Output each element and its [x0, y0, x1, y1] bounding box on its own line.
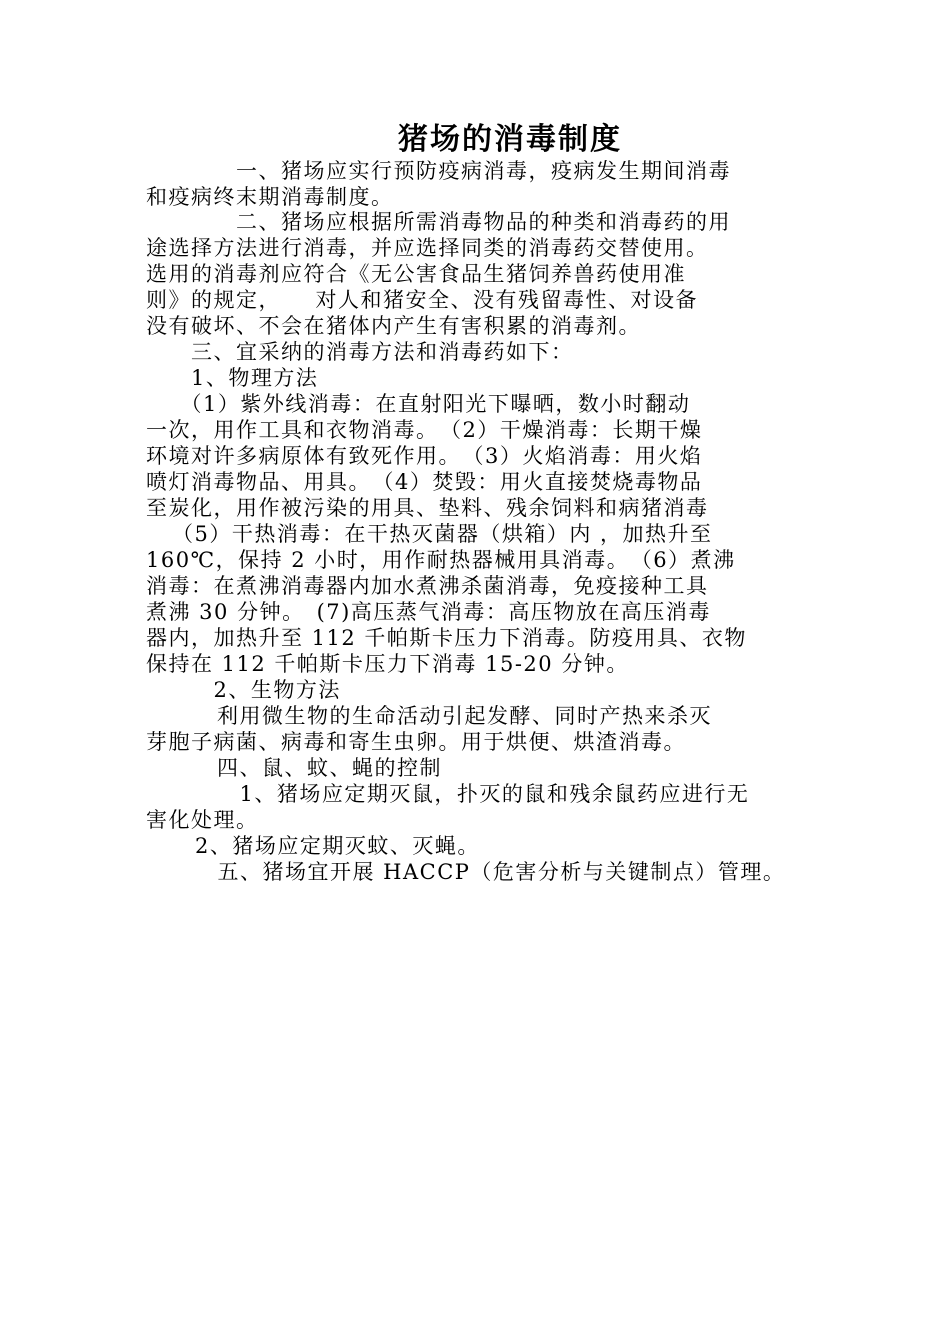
paragraph-line: 害化处理。	[146, 808, 259, 832]
paragraph-line: 器内，加热升至 112 千帕斯卡压力下消毒。防疫用具、衣物	[146, 626, 747, 650]
paragraph-line: 则》的规定， 对人和猪安全、没有残留毒性、对设备	[146, 288, 698, 312]
paragraph-line: 五、猪场宜开展 HACCP（危害分析与关键制点）管理。	[150, 860, 786, 884]
paragraph-line: 煮沸 30 分钟。 (7)高压蒸气消毒：高压物放在高压消毒	[146, 600, 711, 624]
paragraph-line: 至炭化，用作被污染的用具、垫料、残余饲料和病猪消毒	[146, 496, 709, 520]
paragraph-line: 喷灯消毒物品、用具。 （4）焚毁：用火直接焚烧毒物品	[146, 470, 703, 494]
paragraph-line: 途选择方法进行消毒，并应选择同类的消毒药交替使用。	[146, 236, 709, 260]
paragraph-line: 保持在 112 千帕斯卡压力下消毒 15-20 分钟。	[146, 652, 629, 676]
paragraph-line: 芽胞子病菌、病毒和寄生虫卵。用于烘便、烘渣消毒。	[146, 730, 686, 754]
paragraph-line: 没有破坏、不会在猪体内产生有害积累的消毒剂。	[146, 314, 641, 338]
paragraph-line: 三、宜采纳的消毒方法和消毒药如下：	[146, 340, 574, 364]
paragraph-line: （5）干热消毒：在干热灭菌器（烘箱）内 ，加热升至	[172, 522, 713, 546]
paragraph-line: 2、猪场应定期灭蚊、灭蝇。	[150, 834, 480, 858]
paragraph-line: 160℃，保持 2 小时，用作耐热器械用具消毒。 （6）煮沸	[146, 548, 736, 572]
paragraph-line: 四、鼠、蚊、蝇的控制	[172, 756, 442, 780]
paragraph-line: （1）紫外线消毒：在直射阳光下曝晒，数小时翻动	[146, 392, 691, 416]
paragraph-line: 1、猪场应定期灭鼠，扑灭的鼠和残余鼠药应进行无	[172, 782, 750, 806]
paragraph-line: 一次，用作工具和衣物消毒。 （2）干燥消毒：长期干燥	[146, 418, 703, 442]
paragraph-line: 消毒：在煮沸消毒器内加水煮沸杀菌消毒，免疫接种工具	[146, 574, 709, 598]
paragraph-line: 利用微生物的生命活动引起发酵、同时产热来杀灭	[172, 704, 712, 728]
paragraph-line: 1、物理方法	[146, 366, 319, 390]
paragraph-line: 2、生物方法	[146, 678, 341, 702]
paragraph-line: 一、猪场应实行预防疫病消毒，疫病发生期间消毒	[146, 159, 731, 183]
paragraph-line: 环境对许多病原体有致死作用。 （3）火焰消毒：用火焰	[146, 444, 703, 468]
document-title: 猪场的消毒制度	[398, 122, 622, 157]
paragraph-line: 二、猪场应根据所需消毒物品的种类和消毒药的用	[146, 210, 731, 234]
paragraph-line: 选用的消毒剂应符合《无公害食品生猪饲养兽药使用准	[146, 262, 686, 286]
paragraph-line: 和疫病终末期消毒制度。	[146, 185, 394, 209]
